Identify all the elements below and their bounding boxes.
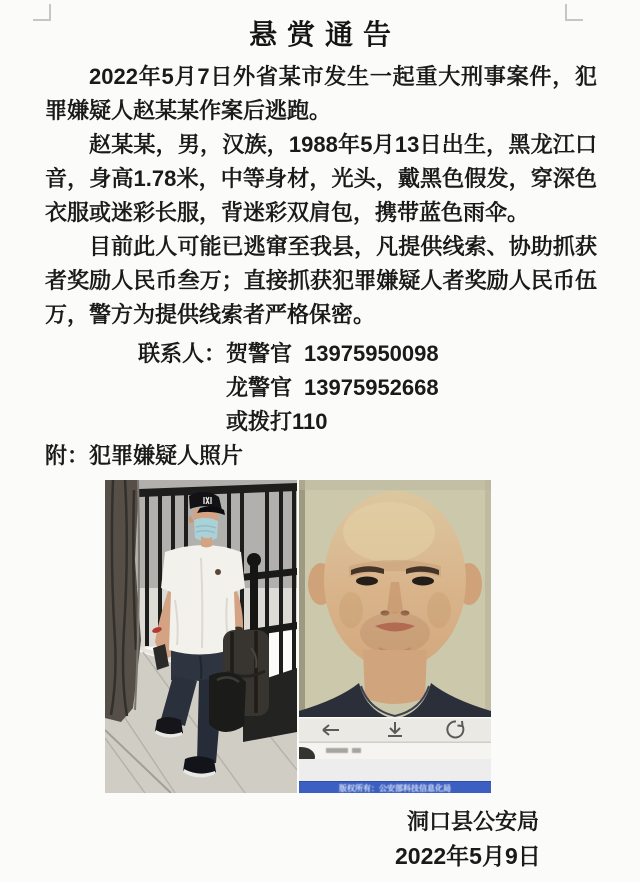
pale-strip <box>299 759 491 781</box>
stubble-shading <box>360 612 430 654</box>
phone-toolbar <box>299 717 491 743</box>
suspect-surveillance-photo <box>105 480 297 793</box>
fence-post-finial <box>247 553 261 567</box>
paragraph-description: 赵某某，男，汉族，1988年5月13日出生，黑龙江口音，身高1.78米，中等身材，光头，戴黑色假发，穿深色衣服或迷彩长服，背迷彩双肩包，携带蓝色雨伞。 <box>45 132 597 225</box>
issuing-authority: 洞口县公安局 <box>407 809 540 834</box>
illegible-small-text <box>326 748 361 753</box>
footer-bar <box>299 781 491 793</box>
footer-bar-text: 版权所有：公安部科技信息化局 <box>339 784 451 793</box>
issue-date: 2022年5月9日 <box>395 843 541 869</box>
contact-name: 龙警官 <box>226 375 293 400</box>
contact-entry <box>226 371 439 405</box>
crop-mark-top-right <box>565 4 583 21</box>
left-eye <box>356 577 378 586</box>
tree-trunk <box>105 480 141 722</box>
photo-edge-shadow <box>299 480 305 720</box>
surgical-mask <box>194 518 218 541</box>
contact-entry <box>226 337 439 371</box>
contact-phone-number: 13975952668 <box>304 375 439 400</box>
chest-logo <box>215 569 221 575</box>
contact-name: 贺警官 <box>226 341 293 366</box>
contact-phone-number: 13975950098 <box>304 341 439 366</box>
right-eye <box>412 577 434 586</box>
suspect-photos <box>105 480 640 793</box>
notice-body <box>45 60 597 332</box>
fence-post <box>250 566 258 636</box>
paragraph-incident: 2022年5月7日外省某市发生一起重大刑事案件，犯罪嫌疑人赵某某作案后逃跑。 <box>45 64 597 123</box>
cranium-highlight <box>343 502 435 562</box>
black-bag <box>209 672 246 732</box>
attachment-label: 附：犯罪嫌疑人照片 <box>45 443 244 468</box>
suspect-id-photo <box>299 480 491 793</box>
page-title: 悬赏通告 <box>248 19 401 50</box>
neck <box>363 650 427 704</box>
contact-block <box>138 337 640 439</box>
contact-fallback: 或拨打110 <box>226 409 328 434</box>
contact-label: 联系人： <box>138 341 227 366</box>
crop-mark-top-left <box>33 4 51 21</box>
paragraph-reward: 目前此人可能已逃窜至我县，凡提供线索、协助抓获者奖励人民币叁万；直接抓获犯罪嫌疑人者奖励人民币伍万，警方为提供线索者严格保密。 <box>45 234 597 327</box>
